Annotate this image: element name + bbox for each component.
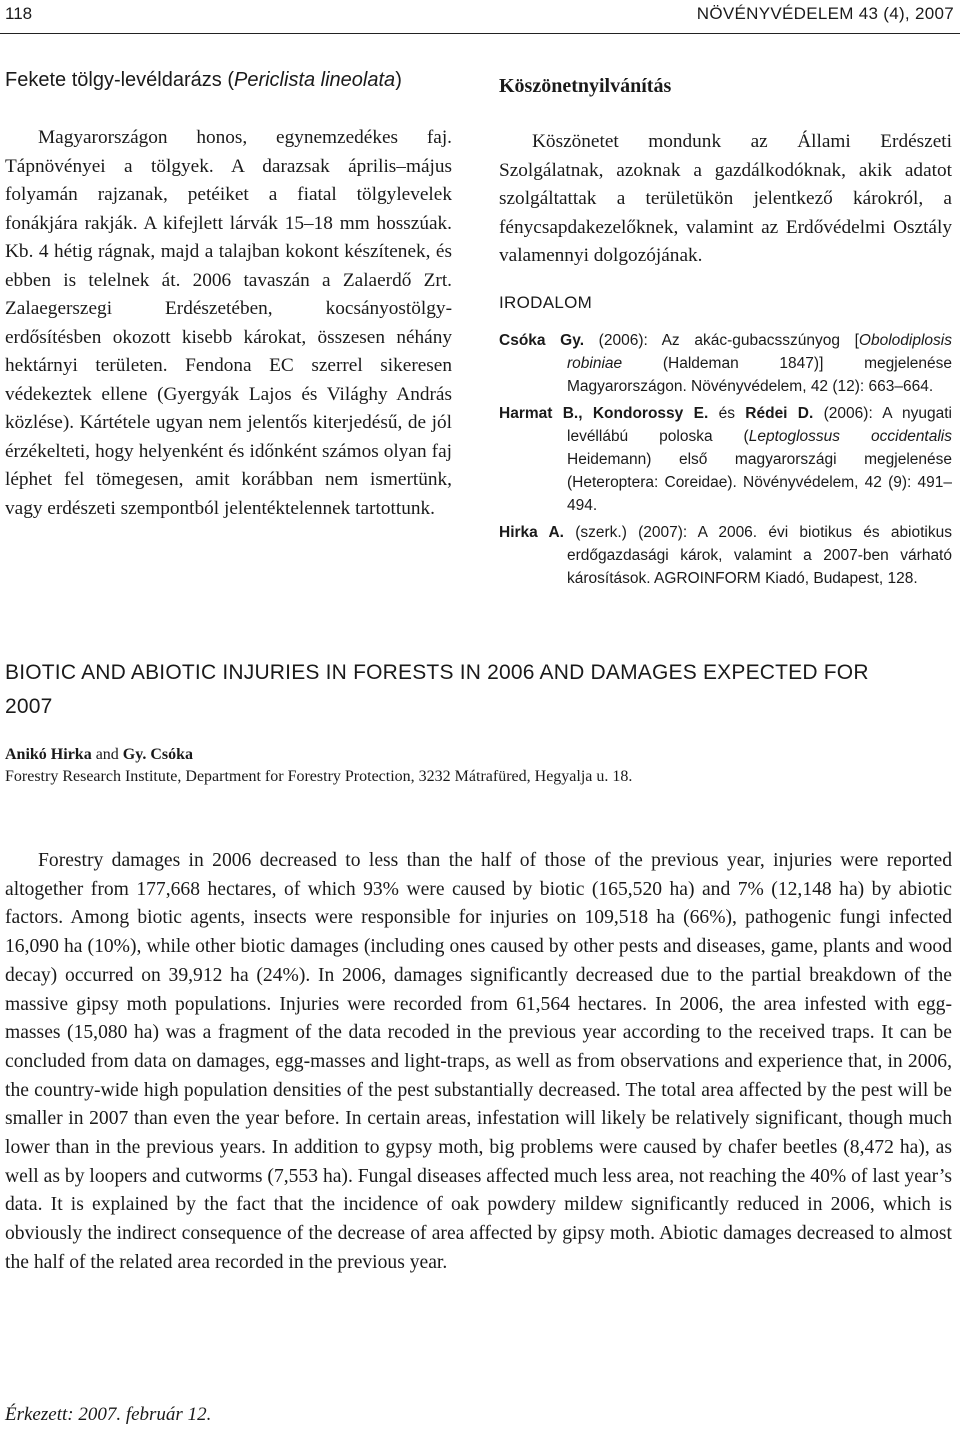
reference-item: Harmat B., Kondorossy E. és Rédei D. (2006): A nyugati levéllábú poloska (Leptoglossus occidentalis Heidemann) első magyarországi megjelenése (Heteroptera: Coreidae). Növényvédelem, 42 (9): 491–494. [499, 404, 952, 514]
acknowledgement-body: Köszönetet mondunk az Állami Erdészeti Szolgálatnak, azoknak a gazdálkodóknak, akik adatot szolgáltattak a területükön jelentkező károkról, a fénycsapdakezelőknek, valamint az Erdővédelmi Osztály valamennyi dolgozójának. [499, 131, 952, 266]
authors: Anikó Hirka and Gy. Csóka [5, 746, 194, 763]
reference-list [499, 329, 952, 590]
abstract: Forestry damages in 2006 decreased to less than the half of those of the previous year, injuries were reported altogether from 177,668 hectares, of which 93% were caused by biotic (165,520 ha) and 7% (12,148 ha) by abiotic factors. Among biotic agents, insects were responsible for injuries on 109,518 ha (66%), pathogenic fungi infected 16,090 ha (10%), while other biotic damages (including ones caused by other pests and diseases, game, plants and wood decay) occurred on 39,912 ha (24%). In 2006, damages significantly decreased due to the partial breakdown of the massive gipsy moth populations. Injuries were recorded from 61,564 hectares. In 2006, the area infested with egg-masses (15,080 ha) was a fragment of the data recoded in the previous year according to the received traps. It can be concluded from data on damages, egg-masses and light-traps, as well as from observations and experience that, in 2006, the country-wide high population densities of the pest substantially decreased. The total area affected by the pest will be smaller in 2007 than even the year before. In certain areas, infestation will likely be relatively significant, though much lower than in the previous years. In addition to gypsy moth, big problems were caused by chafer beetles (8,472 ha), as well as by loopers and cutworms (7,553 ha). Fungal diseases affected much less area, not reaching the 40% of last year’s data. It is explained by the fact that the incidence of oak powdery mildew significantly reduced in 2006, which is obviously the indirect consequence of the decrease of area affected by gipsy moth. Abiotic damages decreased to almost the half of the related area recorded in the previous year. [5, 850, 952, 1273]
affiliation: Forestry Research Institute, Department for Forestry Protection, 3232 Mátrafüred, Hegyalja u. 18. [5, 768, 633, 785]
acknowledgement-title: Köszönetnyilvánítás [499, 75, 672, 97]
english-title: BIOTIC AND ABIOTIC INJURIES IN FORESTS IN 2006 AND DAMAGES EXPECTED FOR 2007 [5, 661, 869, 718]
header-rule [0, 33, 960, 34]
species-title: Fekete tölgy-levéldarázs (Periclista lineolata) [5, 69, 402, 91]
received-date: Érkezett: 2007. február 12. [5, 1404, 212, 1425]
reference-item: Csóka Gy. (2006): Az akác-gubacsszúnyog [Obolodiplosis robiniae (Haldeman 1847)] megjelenése Magyarországon. Növényvédelem, 42 (12): 663–664. [499, 331, 952, 395]
left-column [5, 66, 452, 523]
species-body: Magyarországon honos, egynemzedékes faj. Tápnövényei a tölgyek. A darazsak április–május folyamán rajzanak, petéiket a fiatal tölgylevelek fonákjára rakják. A kifejlett lárvák 15–18 mm hosszúak. Kb. 4 hétig rágnak, majd a talajban kokont készítenek, és ebben is telelnek át. 2006 tavaszán a Zalaerdő Zrt. Zalaegerszegi Erdészetében, kocsányostölgy-erdősítésben okozott kisebb károkat, összesen néhány hektárnyi területen. Fendona EC szerrel sikeresen védekeztek ellene (Gyergyák Lajos és Világhy András közlése). Kártétele ugyan nem jelentős kiterjedésű, de jól érzékelteti, hogy helyenként és időnként számos olyan faj léphet fel tömegesen, amit korábban nem ismertünk, vagy erdészeti szempontból jelentéktelennek tartottunk. [5, 127, 452, 519]
reference-item: Hirka A. (szerk.) (2007): A 2006. évi biotikus és abiotikus erdőgazdasági károk, valamint a 2007-ben várható károsítások. AGROINFORM Kiadó, Budapest, 128. [499, 523, 952, 587]
page-number: 118 [5, 4, 33, 23]
right-column [499, 72, 952, 590]
references-title: IRODALOM [499, 292, 593, 312]
journal-header: NÖVÉNYVÉDELEM 43 (4), 2007 [696, 4, 954, 23]
